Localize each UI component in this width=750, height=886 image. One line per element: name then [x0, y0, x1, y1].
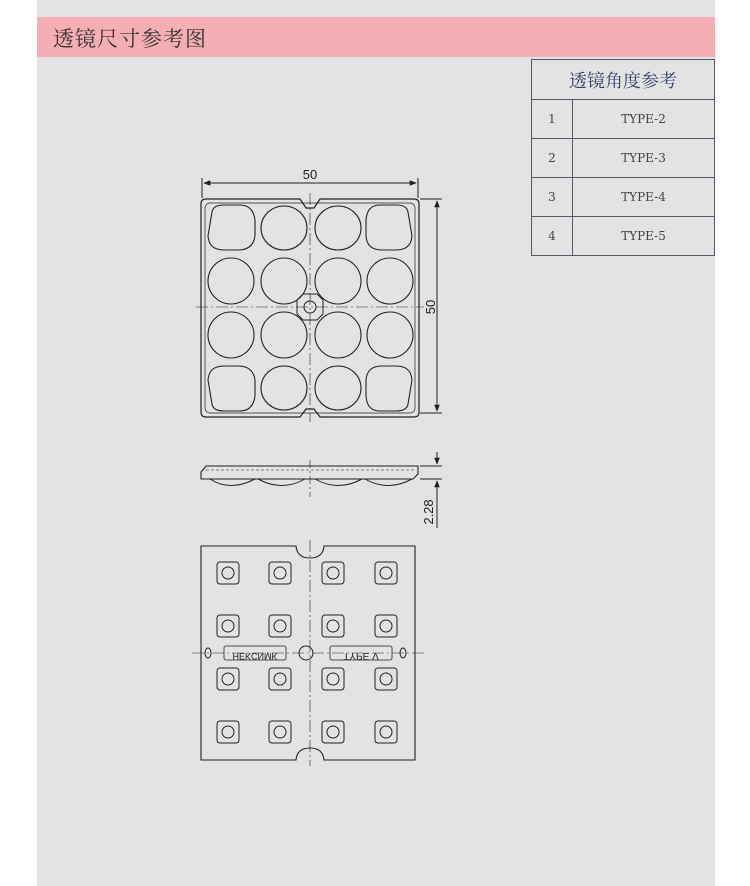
pad-circle [327, 567, 339, 579]
width-dimension-text: 50 [302, 167, 318, 182]
bottom-pad [322, 615, 344, 637]
bottom-pad [322, 668, 344, 690]
lens-cell [315, 366, 361, 410]
lens-cell [208, 366, 255, 411]
row-index: 3 [532, 178, 573, 217]
side-lens-bump [365, 479, 412, 486]
lens-cell [208, 312, 254, 358]
lens-cell [366, 205, 412, 250]
bottom-view [192, 540, 424, 766]
row-type: TYPE-3 [573, 139, 715, 178]
lens-cell [208, 258, 254, 304]
lens-cell [261, 312, 307, 358]
table-title: 透镜角度参考 [532, 60, 715, 100]
lens-cell [208, 205, 255, 250]
pad-circle [380, 620, 392, 632]
side-lens-bump [210, 479, 255, 486]
bottom-pad [269, 668, 291, 690]
bottom-pad [375, 668, 397, 690]
row-type: TYPE-5 [573, 217, 715, 256]
lens-cell [366, 366, 412, 411]
row-index: 4 [532, 217, 573, 256]
pad-circle [222, 567, 234, 579]
side-lens-bump [315, 479, 362, 486]
bottom-pad [217, 615, 239, 637]
pad-circle [222, 673, 234, 685]
mirrored-label-left: HEKCNMK [232, 651, 278, 661]
pad-circle [380, 673, 392, 685]
bottom-pad [375, 562, 397, 584]
row-type: TYPE-2 [573, 100, 715, 139]
lens-cell [261, 366, 307, 410]
bottom-pad [322, 562, 344, 584]
pad-circle [380, 567, 392, 579]
bottom-pad [375, 721, 397, 743]
side-lens-bump [258, 479, 305, 486]
side-profile [201, 466, 418, 479]
mirrored-label-right: TYPE V [343, 650, 379, 661]
bottom-pad [375, 615, 397, 637]
pad-circle [327, 620, 339, 632]
row-index: 1 [532, 100, 573, 139]
pad-circle [327, 726, 339, 738]
side-view [201, 452, 442, 528]
bottom-pad [269, 721, 291, 743]
pad-circle [274, 726, 286, 738]
page-title: 透镜尺寸参考图 [53, 27, 207, 51]
pad-circle [380, 726, 392, 738]
bottom-pad [269, 562, 291, 584]
pad-circle [327, 673, 339, 685]
bottom-pad [217, 721, 239, 743]
lens-cell [367, 312, 413, 358]
lens-cell [367, 258, 413, 304]
pad-circle [274, 567, 286, 579]
top-view [196, 178, 442, 422]
bottom-pad [322, 721, 344, 743]
lens-cell-grid [208, 205, 413, 411]
bottom-pad [217, 562, 239, 584]
lens-cell [315, 258, 361, 304]
pad-circle [274, 673, 286, 685]
pad-circle [274, 620, 286, 632]
row-type: TYPE-4 [573, 178, 715, 217]
pad-circle [222, 726, 234, 738]
lens-cell [261, 206, 307, 250]
bottom-pad [217, 668, 239, 690]
bottom-pad [269, 615, 291, 637]
thickness-dimension-text: 2.28 [421, 499, 436, 525]
height-dimension-text: 50 [423, 299, 438, 315]
row-index: 2 [532, 139, 573, 178]
pad-circle [222, 620, 234, 632]
lens-cell [315, 206, 361, 250]
lens-cell [315, 312, 361, 358]
